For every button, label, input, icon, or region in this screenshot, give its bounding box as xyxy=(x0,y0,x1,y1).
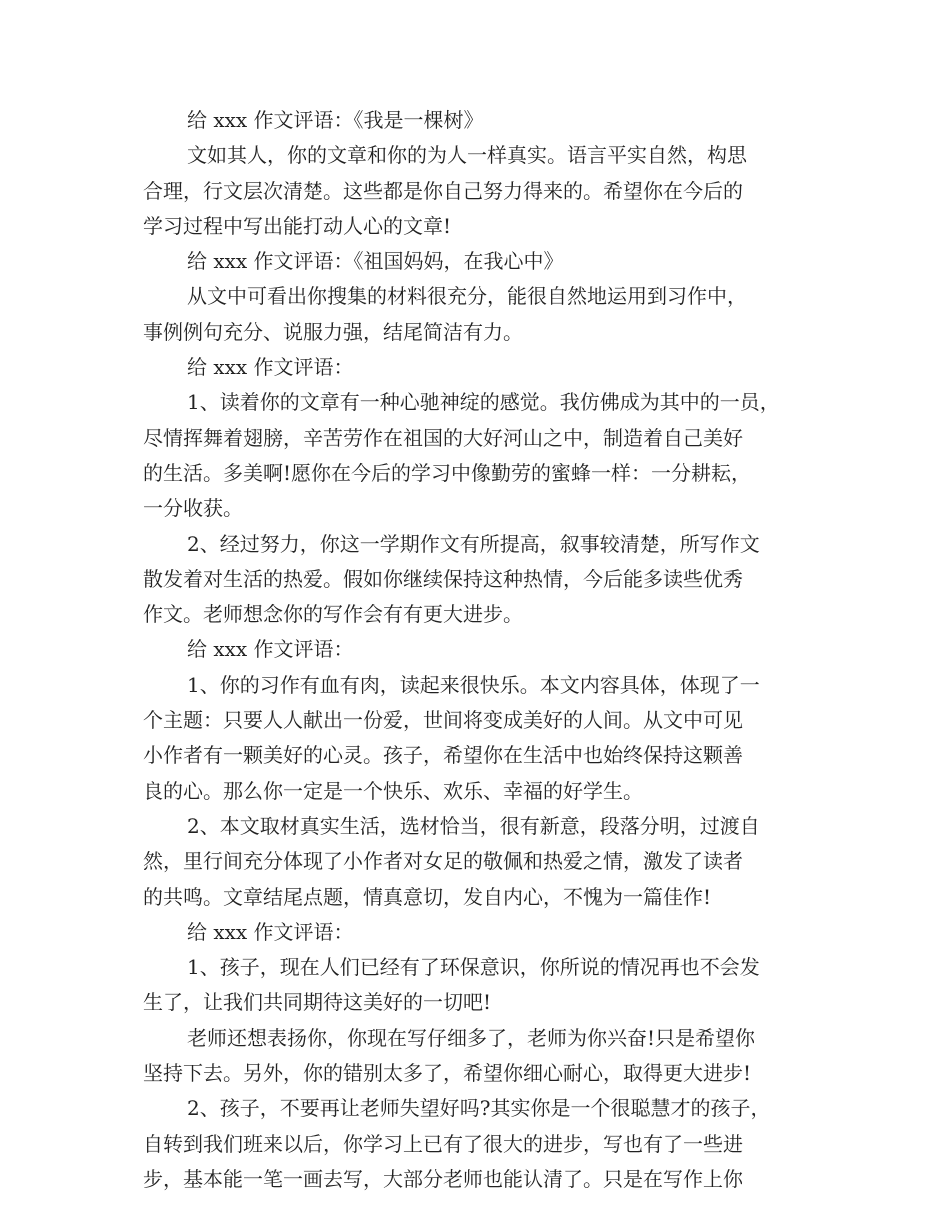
text-line: 给 xxx 作文评语：《祖国妈妈，在我心中》 xyxy=(187,249,564,274)
text-line: 给 xxx 作文评语： xyxy=(187,355,354,380)
text-line: 坚持下去。另外，你的错别太多了，希望你细心耐心，取得更大进步! xyxy=(143,1061,752,1086)
text-line: 作文。老师想念你的写作会有有更大进步。 xyxy=(143,602,523,627)
text-line: 2、本文取材真实生活，选材恰当，很有新意，段落分明，过渡自 xyxy=(187,813,760,838)
text-line: 2、经过努力，你这一学期作文有所提高，叙事较清楚，所写作文 xyxy=(187,531,760,556)
text-line: 1、读着你的文章有一种心驰神绽的感觉。我仿佛成为其中的一员， xyxy=(187,390,780,415)
text-line: 给 xxx 作文评语：《我是一棵树》 xyxy=(187,108,484,132)
text-line: 小作者有一颗美好的心灵。孩子，希望你在生活中也始终保持这颗善 xyxy=(143,743,743,768)
text-line: 从文中可看出你搜集的材料很充分，能很自然地运用到习作中， xyxy=(187,284,747,309)
text-line: 事例例句充分、说服力强，结尾简洁有力。 xyxy=(143,319,523,344)
text-line: 然，里行间充分体现了小作者对女足的敬佩和热爱之情，激发了读者 xyxy=(143,849,743,874)
text-line: 个主题：只要人人献出一份爱，世间将变成美好的人间。从文中可见 xyxy=(143,708,743,733)
text-line: 1、孩子，现在人们已经有了环保意识，你所说的情况再也不会发 xyxy=(187,955,760,980)
text-line: 1、你的习作有血有肉，读起来很快乐。本文内容具体，体现了一 xyxy=(187,672,760,697)
text-line: 给 xxx 作文评语： xyxy=(187,919,354,944)
text-line: 文如其人，你的文章和你的为人一样真实。语言平实自然，构思 xyxy=(187,143,747,168)
text-line: 尽情挥舞着翅膀，辛苦劳作在祖国的大好河山之中，制造着自己美好 xyxy=(143,425,743,450)
text-line: 给 xxx 作文评语： xyxy=(187,637,354,662)
text-line: 2、孩子，不要再让老师失望好吗?其实你是一个很聪慧才的孩子， xyxy=(187,1096,771,1121)
text-line: 合理，行文层次清楚。这些都是你自己努力得来的。希望你在今后的 xyxy=(143,178,743,203)
document-body xyxy=(143,103,823,1197)
text-line: 的共鸣。文章结尾点题，情真意切，发自内心，不愧为一篇佳作! xyxy=(143,884,712,909)
text-line: 的生活。多美啊!愿你在今后的学习中像勤劳的蜜蜂一样：一分耕耘， xyxy=(143,460,752,485)
text-line: 步，基本能一笔一画去写，大部分老师也能认清了。只是在写作上你 xyxy=(143,1166,743,1191)
text-line: 自转到我们班来以后，你学习上已有了很大的进步，写也有了一些进 xyxy=(143,1131,743,1156)
text-line: 良的心。那么你一定是一个快乐、欢乐、幸福的好学生。 xyxy=(143,778,643,803)
text-line: 生了，让我们共同期待这美好的一切吧! xyxy=(143,990,492,1015)
text-line: 一分收获。 xyxy=(143,496,243,521)
text-line: 学习过程中写出能打动人心的文章! xyxy=(143,213,452,238)
text-line: 老师还想表扬你，你现在写仔细多了，老师为你兴奋!只是希望你 xyxy=(187,1025,756,1050)
text-line: 散发着对生活的热爱。假如你继续保持这种热情，今后能多读些优秀 xyxy=(143,566,743,591)
